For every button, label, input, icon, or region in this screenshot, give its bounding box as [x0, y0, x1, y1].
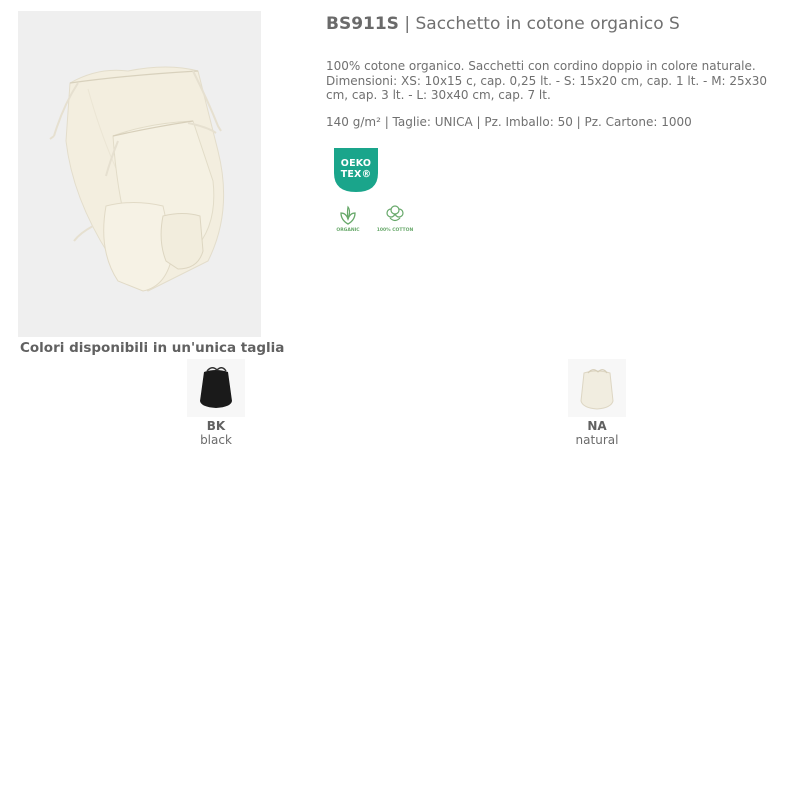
- color-swatch-black[interactable]: [176, 359, 256, 448]
- organic-badge: [328, 204, 368, 234]
- oeko-line2: TEX®: [340, 169, 372, 180]
- product-description: 100% cotone organico. Sacchetti con cordino doppio in colore naturale. Dimensioni: XS: 10x15 c, cap. 0,25 lt. - S: 15x20 cm, cap. 1 lt. - M: 25x30 cm, cap. 3 lt. - L: 30x40 cm, cap. 7 lt.: [326, 59, 768, 103]
- title-separator: |: [398, 14, 416, 34]
- swatch-name: black: [200, 433, 232, 447]
- product-title: [326, 13, 786, 36]
- bag-xs-illustration: [161, 214, 203, 270]
- organic-label: ORGANIC: [336, 228, 360, 233]
- swatch-name: natural: [575, 433, 619, 447]
- color-swatch-natural[interactable]: [557, 359, 637, 448]
- swatch-image: [187, 359, 245, 417]
- cotton-badge: [375, 204, 415, 234]
- cotton-icon: [384, 204, 406, 226]
- leaves-icon: [337, 204, 359, 226]
- oeko-tex-logo: [331, 145, 381, 195]
- colors-heading: Colori disponibili in un'unica taglia: [20, 340, 285, 356]
- swatch-image: [568, 359, 626, 417]
- product-name: Sacchetto in cotone organico S: [415, 14, 680, 34]
- swatch-code: NA: [587, 419, 607, 433]
- product-image: [18, 11, 261, 337]
- oeko-line1: OEKO: [340, 158, 372, 169]
- product-specs: 140 g/m² | Taglie: UNICA | Pz. Imballo: 50 | Pz. Cartone: 1000: [326, 115, 692, 129]
- swatch-code: BK: [206, 419, 226, 433]
- product-code: BS911S: [326, 14, 399, 34]
- cotton-label: 100% COTTON: [376, 228, 414, 233]
